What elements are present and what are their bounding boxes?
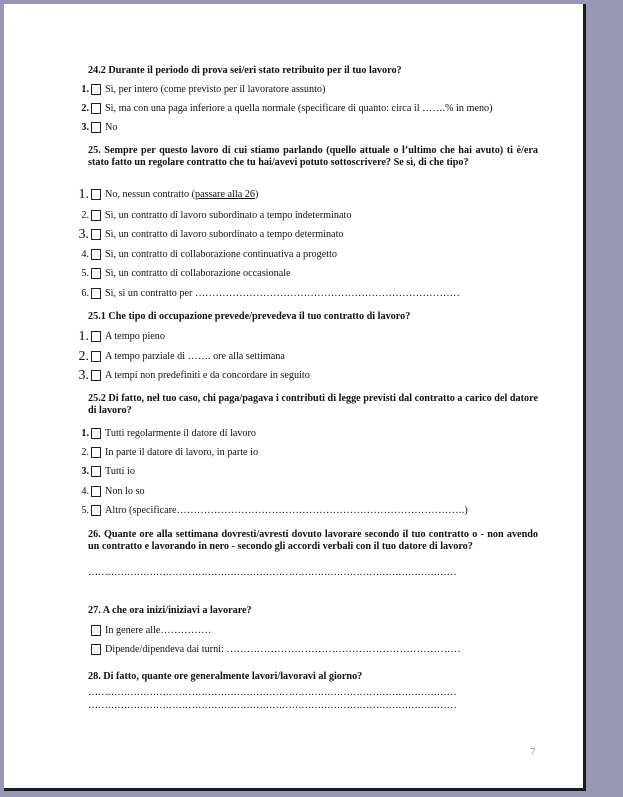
option-25-4[interactable] [4, 247, 584, 263]
option-label: In genere alle…………… [105, 625, 212, 636]
checkbox-icon[interactable] [91, 447, 101, 458]
option-24-2-2[interactable] [4, 101, 584, 117]
option-number: 1. [81, 84, 89, 95]
option-25-3[interactable] [4, 227, 584, 243]
checkbox-icon[interactable] [91, 331, 101, 342]
option-label: A tempo parziale di ……. ore alla settimana [105, 351, 285, 362]
checkbox-icon[interactable] [91, 288, 101, 299]
option-label: Sì, un contratto di collaborazione continuativa a progetto [105, 249, 337, 260]
option-25-1-1[interactable] [4, 329, 584, 345]
option-number: 1. [78, 187, 89, 202]
checkbox-icon[interactable] [91, 189, 101, 200]
option-25-6[interactable] [4, 286, 584, 302]
option-label: Tutti regolarmente il datore di lavoro [105, 428, 256, 439]
option-label: Altro (specificare………………………………………………………………………….) [105, 505, 468, 516]
document-page [4, 4, 586, 791]
option-label: Sì, un contratto di lavoro subordinato a tempo determinato [105, 229, 344, 240]
question-27: 27. A che ora inizi/iniziavi a lavorare? [88, 605, 252, 616]
question-28: 28. Di fatto, quante ore generalmente lavori/lavoravi al giorno? [88, 671, 363, 682]
checkbox-icon[interactable] [91, 268, 101, 279]
checkbox-icon[interactable] [91, 486, 101, 497]
option-label: A tempi non predefiniti e da concordare in seguito [105, 370, 310, 381]
option-25-2-4[interactable] [4, 484, 584, 500]
skip-link[interactable]: passare alla 26 [194, 189, 255, 200]
option-25-2-1[interactable] [4, 426, 584, 442]
checkbox-icon[interactable] [91, 103, 101, 114]
option-24-2-1[interactable] [4, 82, 584, 98]
option-number: 6. [81, 288, 89, 299]
option-label: Dipende/dipendeva dai turni: …………………………………………………………… [105, 644, 461, 655]
option-number: 1. [81, 428, 89, 439]
option-label: Sì, ma con una paga inferiore a quella normale (specificare di quanto: circa il …….% in meno) [105, 103, 493, 114]
checkbox-icon[interactable] [91, 210, 101, 221]
checkbox-icon[interactable] [91, 351, 101, 362]
option-25-2-3[interactable] [4, 464, 584, 480]
option-number: 2. [78, 349, 89, 364]
option-label: No [105, 122, 118, 133]
answer-line[interactable]: …………………………………………………………………………………………………… [88, 700, 457, 711]
option-27-2[interactable] [4, 642, 584, 658]
checkbox-icon[interactable] [91, 122, 101, 133]
option-25-5[interactable] [4, 266, 584, 282]
option-label: Non lo so [105, 486, 145, 497]
option-label: A tempo pieno [105, 331, 165, 342]
option-number: 3. [81, 466, 89, 477]
option-27-1[interactable] [4, 623, 584, 639]
question-25-2: 25.2 Di fatto, nel tuo caso, chi paga/pagava i contributi di legge previsti dal contratto a carico del datore di lavoro? [88, 393, 538, 416]
checkbox-icon[interactable] [91, 249, 101, 260]
question-25-1: 25.1 Che tipo di occupazione prevede/prevedeva il tuo contratto di lavoro? [88, 311, 411, 322]
question-24-2: 24.2 Durante il periodo di prova sei/eri stato retribuito per il tuo lavoro? [88, 65, 402, 76]
checkbox-icon[interactable] [91, 428, 101, 439]
option-number: 2. [81, 103, 89, 114]
option-number: 2. [81, 210, 89, 221]
checkbox-icon[interactable] [91, 505, 101, 516]
checkbox-icon[interactable] [91, 466, 101, 477]
answer-line[interactable]: …………………………………………………………………………………………………… [88, 567, 457, 578]
option-label: Sì, per intero (come previsto per il lavoratore assunto) [105, 84, 326, 95]
option-label: No, nessun contratto (passare alla 26) [105, 189, 259, 200]
option-25-1-2[interactable] [4, 349, 584, 365]
option-number: 4. [81, 486, 89, 497]
checkbox-icon[interactable] [91, 370, 101, 381]
option-label: In parte il datore di lavoro, in parte io [105, 447, 259, 458]
page-number: 7 [530, 746, 536, 758]
question-25: 25. Sempre per questo lavoro di cui stiamo parlando (quello attuale o l’ultimo che hai avuto) ti è/era stato fatto un regolare contratto che tu hai/avevi potuto sottoscrivere? Se sì, di che tipo? [88, 145, 538, 168]
answer-line[interactable]: …………………………………………………………………………………………………… [88, 687, 457, 698]
checkbox-icon[interactable] [91, 84, 101, 95]
question-26: 26. Quante ore alla settimana dovresti/avresti dovuto lavorare secondo il tuo contratto o - non avendo un contratto e lavorando in nero - secondo gli accordi verbali con il tuo datore di lavoro? [88, 529, 538, 552]
option-25-2-2[interactable] [4, 445, 584, 461]
option-number: 3. [78, 368, 89, 383]
option-number: 4. [81, 249, 89, 260]
option-label: Sì, un contratto di lavoro subordinato a tempo indeterminato [105, 210, 352, 221]
option-number: 5. [81, 268, 89, 279]
option-24-2-3[interactable] [4, 120, 584, 136]
option-25-2[interactable] [4, 208, 584, 224]
option-number: 5. [81, 505, 89, 516]
option-25-2-5[interactable] [4, 503, 584, 519]
option-label: Sì, un contratto di collaborazione occasionale [105, 268, 291, 279]
option-label: Sì, si un contratto per …………………………………………………………………… [105, 288, 460, 299]
option-25-1[interactable] [4, 187, 584, 203]
checkbox-icon[interactable] [91, 229, 101, 240]
option-label: Tutti io [105, 466, 135, 477]
checkbox-icon[interactable] [91, 625, 101, 636]
option-number: 3. [78, 227, 89, 242]
option-number: 2. [81, 447, 89, 458]
option-number: 3. [81, 122, 89, 133]
option-25-1-3[interactable] [4, 368, 584, 384]
option-number: 1. [78, 329, 89, 344]
checkbox-icon[interactable] [91, 644, 101, 655]
